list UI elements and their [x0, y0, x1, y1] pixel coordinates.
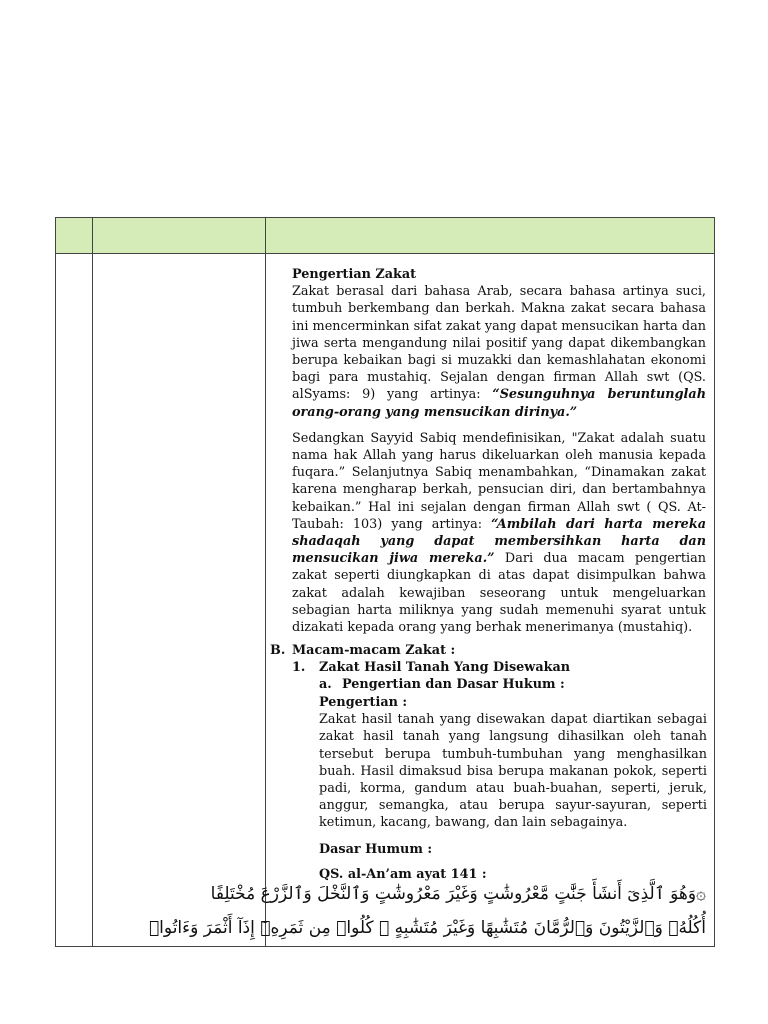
section-a-content — [292, 266, 706, 636]
p2-tail: Dari dua macam pengertian zakat seperti diungkapkan di atas dapat disimpulkan bahwa zakat adalah kewajiban seseorang untuk mengeluarkan sebagian harta miliknya yang sudah memenuhi syarat untuk dizakati kepada orang yang berhak menerimanya (mustahiq). — [292, 551, 706, 636]
p2-text: Sedangkan Sayyid Sabiq mendefinisikan, "Zakat adalah suatu nama hak Allah yang harus dikeluarkan oleh manusia kepada fuqara.” Selanjutnya Sabiq menambahkan, “Dinamakan zakat karena mengharap berkah, pensucian diri, dan bertambahnya kebaikan.” Hal ini sejalan dengan firman Allah swt ( QS. At-Taubah: 103) yang artinya: — [292, 430, 706, 532]
pengertian-heading: Pengertian : — [319, 695, 408, 710]
section-b-label: B. — [270, 643, 286, 658]
section-a-paragraph-2 — [292, 430, 706, 636]
item-1a-label: a. — [319, 677, 332, 693]
column-divider-2 — [265, 218, 266, 946]
column-divider-1 — [92, 218, 93, 946]
qs-heading: QS. al-An’am ayat 141 : — [319, 866, 487, 882]
item-1-number: 1. — [292, 660, 306, 676]
arabic-verse-line-2: أُكُلُهُۥ وَٱلزَّيْتُونَ وَٱلرُّمَّانَ مُتَشَٰبِهًا وَغَيْرَ مُتَشَٰبِهٍ ۚ كُلُوا۟ مِن ثَمَرِهِۦٓ إِذَآ أَثْمَرَ وَءَاتُوا۟ — [148, 918, 706, 938]
pengertian-text: Zakat hasil tanah yang disewakan dapat diartikan sebagai zakat hasil tanah yang langsung dihasilkan oleh tanah tersebut berupa tumbuh-tumbuhan yang menghasilkan buah. Hasil dimaksud bisa berupa makanan pokok, seperti padi, korma, gandum atau buah-buahan, seperti, jeruk, anggur, semangka, atau berupa sayur-sayuran, seperti ketimun, kacang, bawang, dan lain sebagainya. — [319, 712, 707, 831]
item-1a-title: Pengertian dan Dasar Hukum : — [342, 677, 565, 693]
table-header-row — [56, 218, 714, 254]
arabic-verse-line-1: ۞وَهُوَ ٱلَّذِىٓ أَنشَأَ جَنَّٰتٍ مَّعْرُوشَٰتٍ وَغَيْرَ مَعْرُوشَٰتٍ وَٱلنَّخْلَ وَٱلزَّرْعَ مُخْتَلِفًا — [210, 884, 706, 904]
p2-quote: “Ambilah dari harta mereka shadaqah yang dapat membersihkan harta dan mensucikan jiwa mereka.” — [292, 516, 706, 567]
dasar-hukum-heading: Dasar Humum : — [319, 841, 433, 857]
section-a-paragraph-1 — [292, 283, 706, 421]
section-a-title: Pengertian Zakat — [292, 267, 417, 282]
section-b-title: Macam-macam Zakat : — [292, 643, 456, 658]
section-b-header — [270, 642, 710, 694]
p1-text: Zakat berasal dari bahasa Arab, secara bahasa artinya suci, tumbuh berkembang dan berkah. Makna zakat secara bahasa ini mencerminkan sifat zakat yang dapat mensucikan harta dan jiwa serta mengandung nilai positif yang dapat dikembangkan berupa kebaikan bagi si muzakki dan kemashlahatan ekonomi bagi para mustahiq. Sejalan dengan firman Allah swt (QS. alSyams: 9) yang artinya: — [292, 284, 706, 403]
p1-quote: “Sesunguhnya beruntunglah orang-orang yang mensucikan dirinya.” — [292, 387, 707, 420]
pengertian-block — [319, 694, 707, 883]
item-1-title: Zakat Hasil Tanah Yang Disewakan — [319, 660, 571, 676]
